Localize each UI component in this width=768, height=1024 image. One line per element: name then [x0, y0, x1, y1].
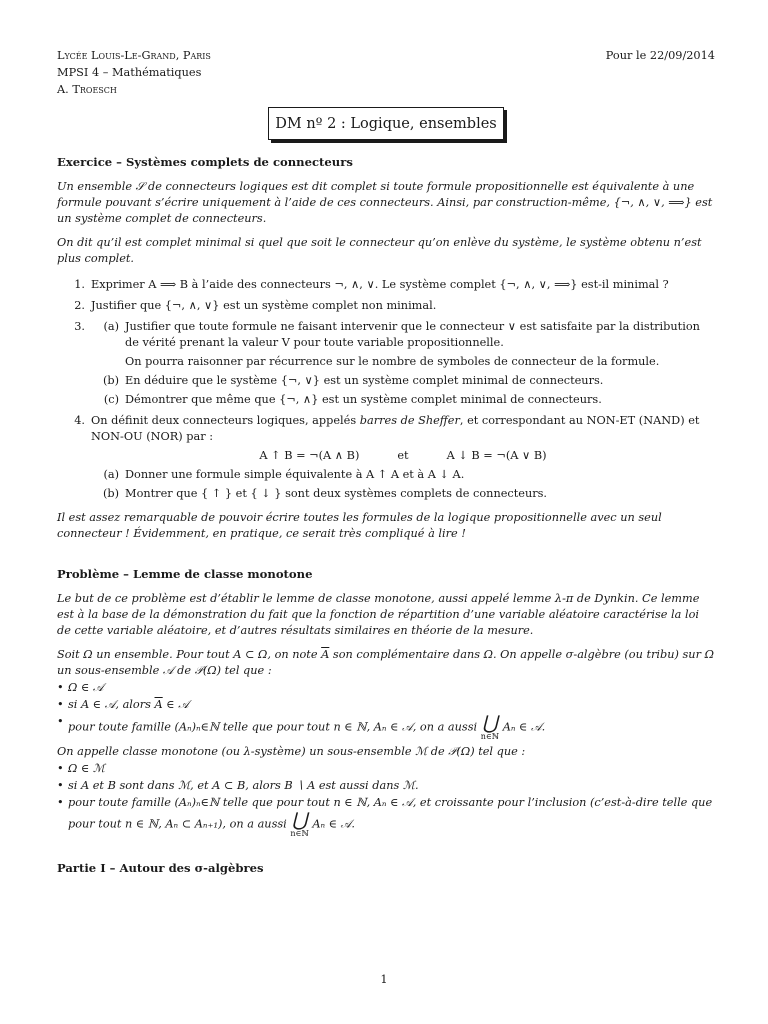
problem-heading: Problème – Lemme de classe monotone	[57, 567, 313, 582]
page-number: 1	[380, 973, 388, 986]
document-page	[57, 48, 715, 877]
monotone-class-definition: On appelle classe monotone (ou λ-système) un sous-ensemble ℳ de 𝒫(Ω) tel que :	[57, 745, 526, 759]
exercise-heading: Exercice – Systèmes complets de connecteurs	[57, 155, 353, 170]
exercise-intro-1: Un ensemble 𝒮 de connecteurs logiques est dit complet si toute formule propositionnelle est équivalente à une formule pouvant s’écrire uniquement à l’aide de ces connecteurs. Ainsi, par construction-même, {¬, ∧, ∨, ⟹} est un système complet de connecteurs.	[57, 179, 713, 225]
question-4a: (a) Donner une formule simple équivalente à A ↑ A et à A ↓ A.	[103, 468, 465, 482]
question-3a-hint: On pourra raisonner par récurrence sur le nombre de symboles de connecteur de la formule.	[125, 355, 660, 369]
sigma-axiom-3: • pour toute famille (Aₙ)ₙ∈ℕ telle que pour tout n ∈ ℕ, Aₙ ∈ 𝒜, on a aussi ⋃ n∈ℕ Aₙ ∈ 𝒜.	[57, 712, 546, 742]
document-header	[57, 48, 715, 99]
monotone-axiom-2: • si A et B sont dans ℳ, et A ⊂ B, alors B ∖ A est aussi dans ℳ.	[57, 779, 419, 793]
exercise-section	[57, 154, 715, 542]
question-4: 4. On définit deux connecteurs logiques, appelés barres de Sheffer, et correspondant au NON-ET (NAND) et NON-OU (NOR) par : A ↑ B = ¬(A ∧ B) et A ↓ B = ¬(A ∨ B) (a) Donner une formule simple équivalente à A ↑ A et à A ↓ A. (b) Montrer que { ↑ } et { ↓ } sont deux systèmes complets de connecteurs.	[57, 413, 715, 502]
part-1-section	[57, 860, 715, 876]
class-name: MPSI 4 – Mathématiques	[57, 65, 202, 79]
problem-intro: Le but de ce problème est d’établir le lemme de classe monotone, aussi appelé lemme λ-π de Dynkin. Ce lemme est à la base de la démonstration du fait que la fonction de répartition d’une variable aléatoire caractérise la loi de cette variable aléatoire, et d’autres résultats similaires en théorie de la mesure.	[57, 591, 700, 637]
big-union-symbol: ⋃ n∈ℕ	[480, 712, 500, 742]
monotone-axiom-3: • pour toute famille (Aₙ)ₙ∈ℕ telle que pour tout n ∈ ℕ, Aₙ ∈ 𝒜, et croissante pour l’inclusion (c’est-à-dire telle que pour tout n ∈ ℕ, Aₙ ⊂ Aₙ₊₁), on a aussi ⋃ n∈ℕ Aₙ ∈ 𝒜.	[57, 796, 713, 839]
sheffer-formulas: A ↑ B = ¬(A ∧ B) et A ↓ B = ¬(A ∨ B)	[91, 448, 715, 464]
due-date: Pour le 22/09/2014	[605, 49, 715, 62]
author-name: A. Troesch	[57, 82, 117, 96]
document-title: DM nº 2 : Logique, ensembles	[268, 107, 504, 141]
question-3c: (c) Démontrer que même que {¬, ∧} est un système complet minimal de connecteurs.	[103, 393, 602, 407]
question-4b: (b) Montrer que { ↑ } et { ↓ } sont deux systèmes complets de connecteurs.	[102, 487, 548, 501]
sigma-axiom-2: • si A ∈ 𝒜, alors $\overline{A}$ ∈ 𝒜	[57, 698, 189, 712]
question-3a: (a) Justifier que toute formule ne faisant intervenir que le connecteur ∨ est satisfaite par la distribution de vérité prenant la valeur V pour toute variable propositionnelle. On pourra raisonner par récurrence sur le nombre de symboles de connecteur de la formule.	[91, 319, 715, 370]
question-3: 3. (a) Justifier que toute formule ne faisant intervenir que le connecteur ∨ est satisfaite par la distribution de vérité prenant la valeur V pour toute variable propositionnelle. On pourra raisonner par récurrence sur le nombre de symboles de connecteur de la formule. (b) En déduire que le système {¬, ∨} est un système complet minimal de connecteurs. (c) Démontrer que même que {¬, ∧} est un système complet minimal de connecteurs.	[57, 319, 715, 408]
problem-section	[57, 566, 715, 838]
question-3b: (b) En déduire que le système {¬, ∨} est un système complet minimal de connecteurs.	[102, 374, 604, 388]
sheffer-term: barres de Sheffer	[359, 414, 460, 428]
big-union-symbol: ⋃ n∈ℕ	[290, 809, 309, 839]
nor-formula: A ↓ B = ¬(A ∨ B)	[446, 449, 547, 463]
school-name: Lycée Louis-Le-Grand, Paris	[57, 49, 211, 62]
question-2: 2. Justifier que {¬, ∧, ∨} est un système complet non minimal.	[74, 299, 437, 313]
exercise-intro-2: On dit qu’il est complet minimal si quel que soit le connecteur qu’on enlève du système, le système obtenu n’est plus complet.	[57, 235, 702, 265]
monotone-axiom-1: • Ω ∈ ℳ	[57, 762, 105, 776]
exercise-outro: Il est assez remarquable de pouvoir écrire toutes les formules de la logique propositionnelle avec un seul connecteur ! Évidemment, en pratique, ce serait très compliqué à lire !	[57, 511, 662, 541]
part-1-heading: Partie I – Autour des σ-algèbres	[57, 861, 264, 876]
nand-formula: A ↑ B = ¬(A ∧ B)	[259, 449, 360, 463]
sigma-algebra-definition: Soit Ω un ensemble. Pour tout A ⊂ Ω, on note $\overline{A}$ son complémentaire dans Ω. On appelle σ-algèbre (ou tribu) sur Ω un sous-ensemble 𝒜 de 𝒫(Ω) tel que :	[57, 647, 714, 678]
sigma-axiom-1: • Ω ∈ 𝒜	[57, 681, 104, 695]
question-1: 1. Exprimer A ⟹ B à l’aide des connecteurs ¬, ∧, ∨. Le système complet {¬, ∧, ∨, ⟹} est-il minimal ?	[74, 278, 669, 291]
